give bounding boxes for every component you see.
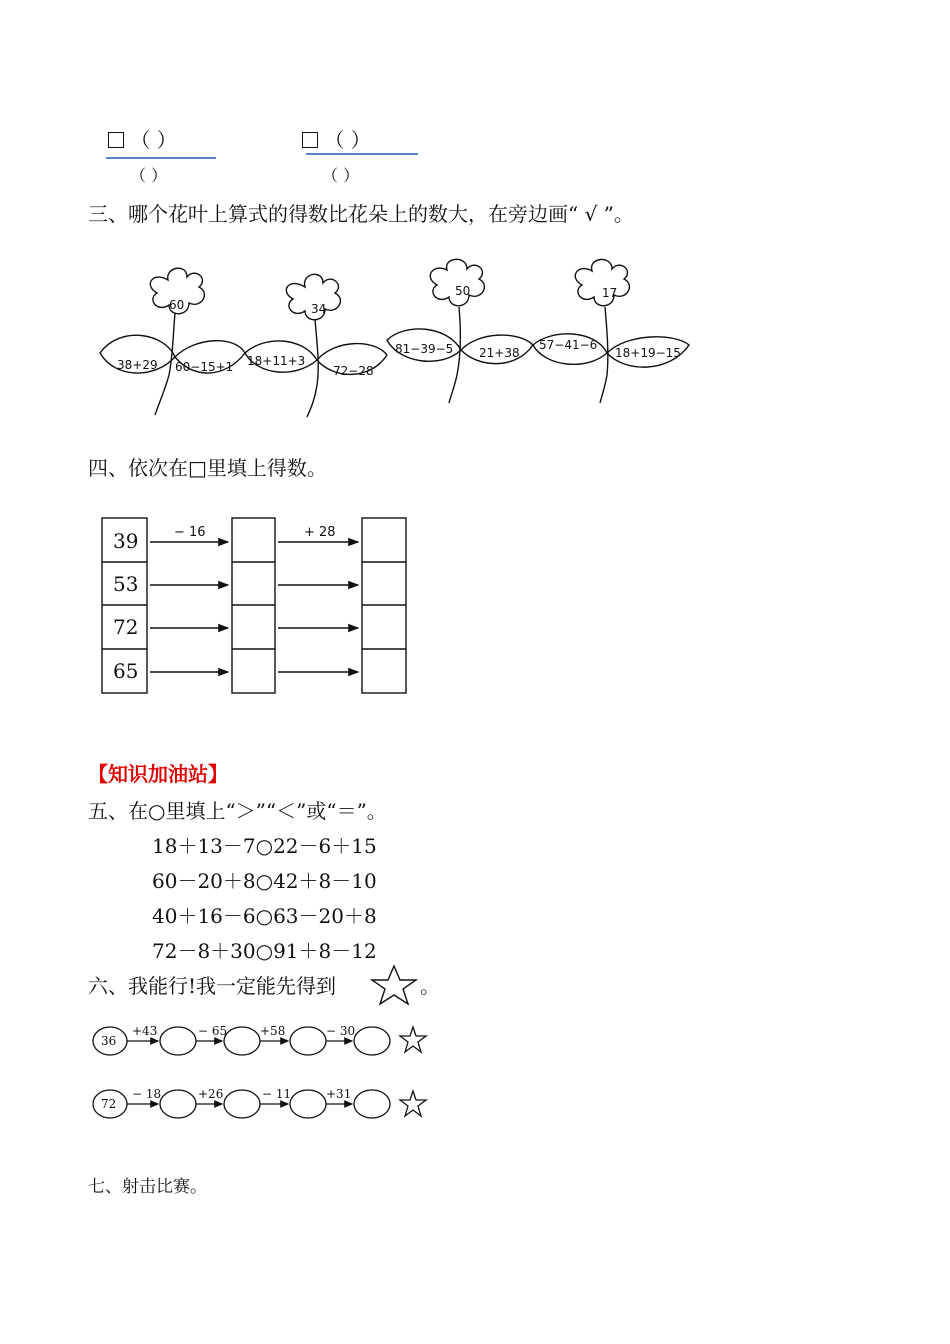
flower-2-number: 34 [311,302,327,316]
answer-box[interactable] [108,132,124,148]
op-plus-28: + 28 [304,525,336,540]
section-5-title: 五、在○里填上“＞”“＜”或“＝”。 [88,799,387,823]
compare-row[interactable]: 60－20＋8○42＋8－10 [152,869,377,893]
flower-4-left-leaf[interactable]: 57−41−6 [539,338,598,352]
chain-1-start: 36 [101,1034,117,1048]
number-chains [86,1015,436,1130]
chain-2-start: 72 [101,1097,117,1111]
flower-2-left-leaf[interactable]: 18+11+3 [247,354,306,368]
flower-2-right-leaf[interactable]: 72−28 [333,364,374,378]
fraction-1-denominator[interactable]: （ ） [130,166,168,185]
flower-4-number: 17 [602,286,618,300]
fraction-1-numerator: （ ） [108,124,177,153]
flower-3-number: 50 [455,284,471,298]
flower-leaves-figure [95,255,705,420]
flower-4-right-leaf[interactable]: 18+19−15 [615,346,681,360]
compare-row[interactable]: 72－8＋30○91＋8－12 [152,939,377,963]
chain-1-op: +43 [132,1024,158,1038]
section-6-title [88,970,336,999]
answer-box[interactable] [302,132,318,148]
chain-2-op: − 11 [262,1087,292,1101]
flower-1-right-leaf[interactable]: 60−15+1 [175,360,234,374]
flower-3-left-leaf[interactable]: 81−39−5 [395,342,454,356]
chain-2-op: +31 [326,1087,352,1101]
start-value: 65 [113,659,139,683]
flower-2 [245,274,387,417]
chain-2-op: − 18 [132,1087,162,1101]
flower-3 [387,259,533,403]
flower-3-right-leaf[interactable]: 21+38 [479,346,520,360]
compare-row[interactable]: 40＋16－6○63－20＋8 [152,904,377,928]
op-minus-16: − 16 [174,525,206,540]
fraction-bar [106,157,216,159]
chain-2-op: +26 [198,1087,224,1101]
section-3-title: 三、哪个花叶上算式的得数比花朵上的数大，在旁边画“ √ ”。 [88,202,634,226]
start-value: 39 [113,529,139,553]
section-6-title-text: 六、我能行!我一定能先得到 [88,974,337,998]
fraction-2-denominator[interactable]: （ ） [322,166,360,185]
compare-row[interactable]: 18＋13－7○22－6＋15 [152,834,377,858]
flower-1 [100,268,245,415]
section-7-title: 七、射击比赛。 [88,1177,207,1197]
fraction-bar [306,153,418,155]
start-value: 53 [113,572,139,596]
chain-1-op: − 65 [198,1024,228,1038]
knowledge-heading: 【知识加油站】 [88,762,228,786]
flower-1-number: 60 [169,298,185,312]
start-value: 72 [113,615,139,639]
flower-4 [533,259,689,403]
section-4-title: 四、依次在□里填上得数。 [88,456,327,480]
star-icon [369,964,419,1006]
chain-1-op: +58 [260,1024,286,1038]
fill-chain-table [100,515,410,695]
fraction-2-numerator: （ ） [302,124,371,153]
chain-1-op: − 30 [326,1024,356,1038]
flower-1-left-leaf[interactable]: 38+29 [117,358,158,372]
section-6-title-end: 。 [420,974,440,998]
